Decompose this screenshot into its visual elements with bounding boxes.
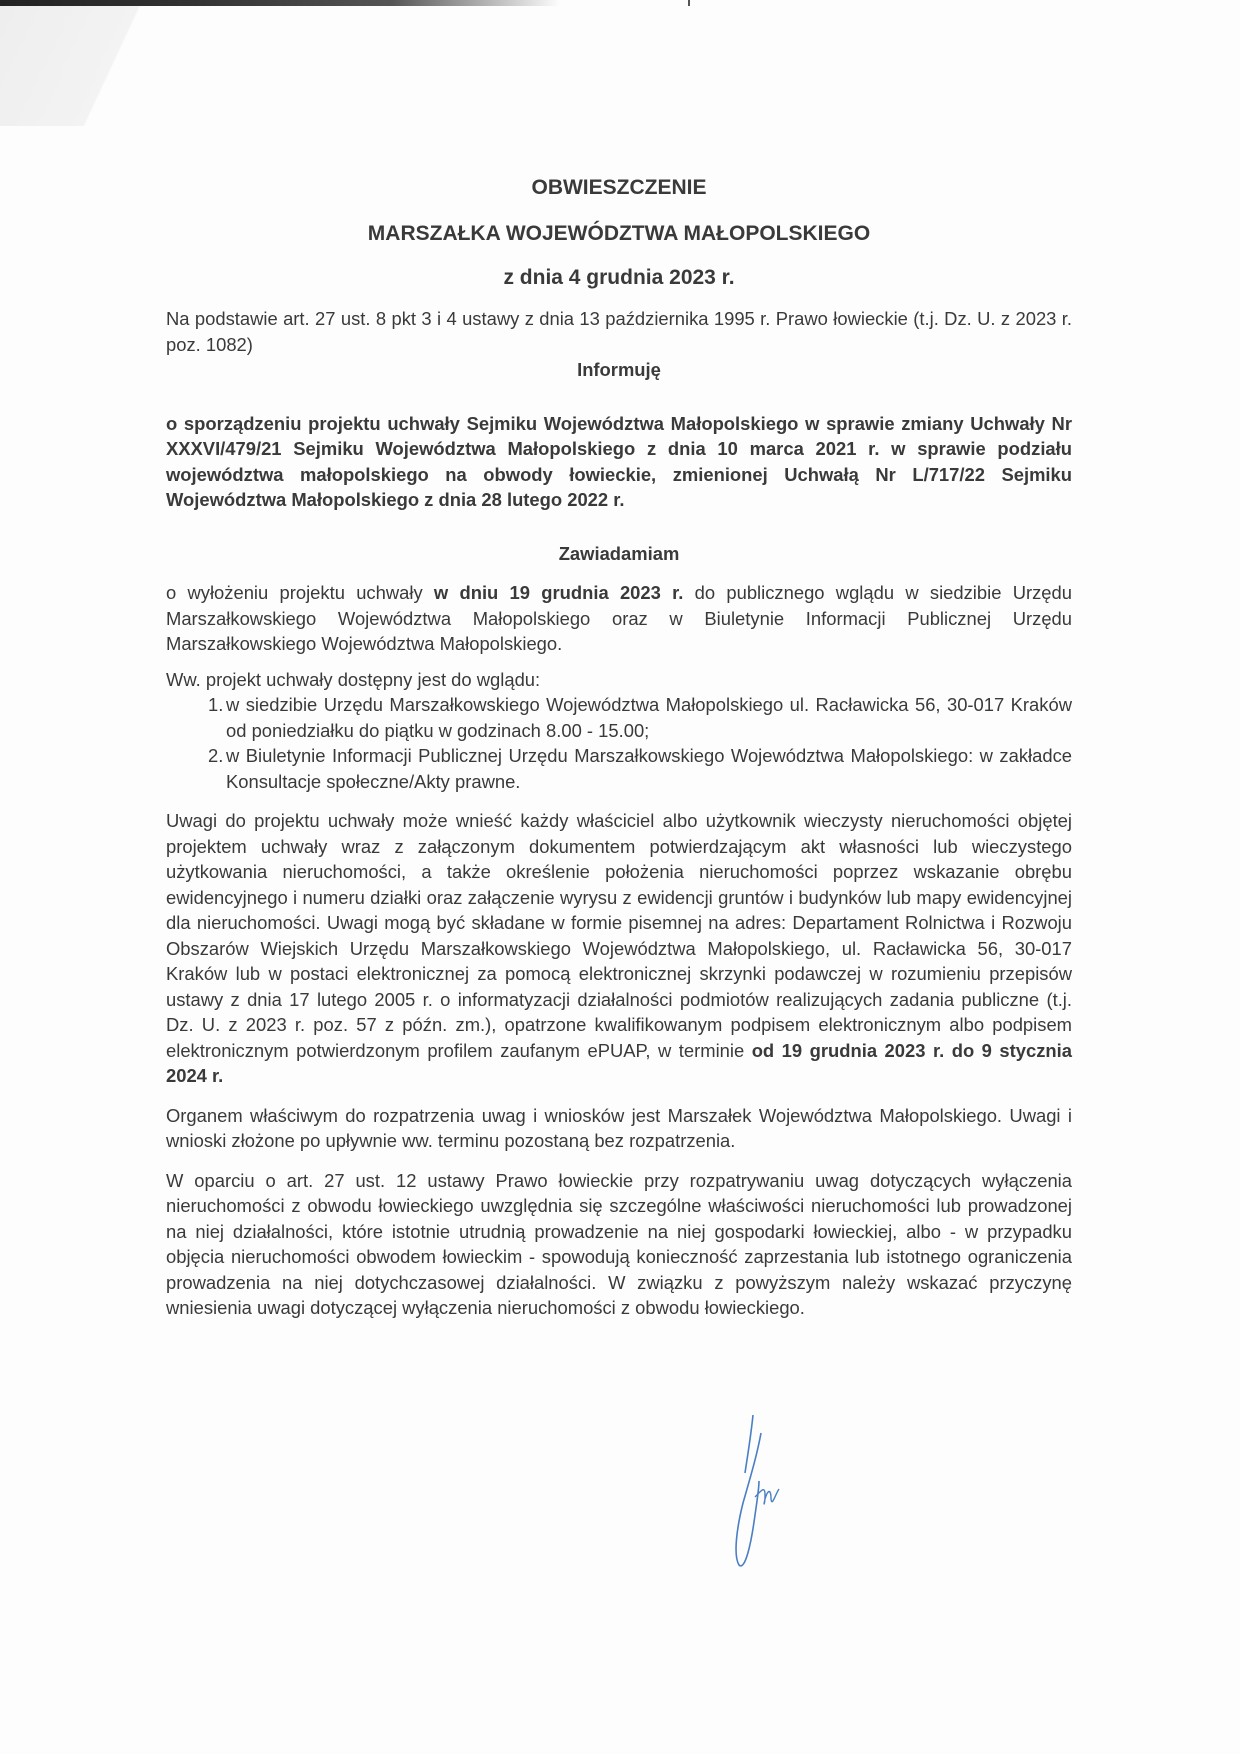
availability-intro: Ww. projekt uchwały dostępny jest do wglądu: xyxy=(166,668,541,690)
inform-text: o sporządzeniu projektu uchwały Sejmiku Województwa Małopolskiego w sprawie zmiany Uchwały Nr XXXVI/479/21 Sejmiku Województwa Małopolskiego z dnia 10 marca 2021 r. w sprawie podziału województwa małopolskiego na obwody łowieckie, zmienionej Uchwałą Nr L/717/22 Sejmiku Województwa Małopolskiego z dnia 28 lutego 2022 r. xyxy=(166,412,1072,510)
availability-list xyxy=(166,692,1072,794)
list-item: 1. w siedzibie Urzędu Marszałkowskiego Województwa Małopolskiego ul. Racławicka 56, 30-017 Kraków od poniedziałku do piątku w godzinach 8.00 - 15.00; xyxy=(208,694,1072,741)
notify-text: o wyłożeniu projektu uchwały w dniu 19 grudnia 2023 r. do publicznego wglądu w siedzibie Urzędu Marszałkowskiego Województwa Małopolskiego oraz w Biuletynie Informacji Publicznej Urzędu Marszałkowskiego Województwa Małopolskiego. xyxy=(166,582,1072,654)
remarks-paragraph: Uwagi do projektu uchwały może wnieść każdy właściciel albo użytkownik wieczysty nieruchomości objętej projektem uchwały wraz z załączonym dokumentem potwierdzającym akt własności lub wieczystego użytkowania nieruchomości, a także określenie położenia nieruchomości poprzez wskazanie obrębu ewidencyjnego i numeru działki oraz załączenie wyrysu z ewidencji gruntów i budynków lub mapy ewidencyjnej dla nieruchomości. Uwagi mogą być składane w formie pisemnej na adres: Departament Rolnictwa i Rozwoju Obszarów Wiejskich Urzędu Marszałkowskiego Województwa Małopolskiego, ul. Racławicka 56, 30-017 Kraków lub w postaci elektronicznej za pomocą elektronicznej skrzynki podawczej w rozumieniu przepisów ustawy z dnia 17 lutego 2005 r. o informatyzacji działalności podmiotów realizujących zadania publiczne (t.j. Dz. U. z 2023 r. poz. 57 z późn. zm.), opatrzone kwalifikowanym podpisem elektronicznym albo podpisem elektronicznym potwierdzonym profilem zaufanym ePUAP, w terminie od 19 grudnia 2023 r. do 9 stycznia 2024 r. xyxy=(166,810,1072,1086)
scan-mark xyxy=(688,0,690,6)
list-item: 2. w Biuletynie Informacji Publicznej Urzędu Marszałkowskiego Województwa Małopolskiego: w zakładce Konsultacje społeczne/Akty prawne. xyxy=(208,745,1072,792)
notify-heading: Zawiadamiam xyxy=(558,542,680,564)
inform-heading: Informuję xyxy=(577,359,661,380)
document-title: OBWIESZCZENIE xyxy=(531,176,707,199)
authority-paragraph: Organem właściwym do rozpatrzenia uwag i wniosków jest Marszałek Województwa Małopolskiego. Uwagi i wnioski złożone po upływnie ww. terminu pozostaną bez rozpatrzenia. xyxy=(166,1104,1072,1151)
exhibition-date: w dniu 19 grudnia 2023 r. xyxy=(433,582,684,603)
closing-paragraph: W oparciu o art. 27 ust. 12 ustawy Prawo łowieckie przy rozpatrywaniu uwag dotyczących wyłączenia nieruchomości z obwodu łowieckiego uwzględnia się szczególne właściwości nieruchomości lub prowadzonej na niej działalności, które istotnie utrudnią prowadzenie na niej gospodarki łowieckiej, albo - w przypadku objęcia nieruchomości obwodem łowieckim - spowodują konieczność zaprzestania lub istotnego ograniczenia prowadzenia na niej dotychczasowej działalności. W związku z powyższym należy wskazać przyczynę wniesienia uwagi dotyczącej wyłączenia nieruchomości z obwodu łowieckiego. xyxy=(166,1169,1072,1318)
document-page xyxy=(166,166,1072,1321)
scan-folded-corner xyxy=(0,6,175,126)
signature-icon xyxy=(735,1415,815,1585)
document-date: z dnia 4 grudnia 2023 r. xyxy=(503,266,735,289)
remarks-deadline: od 19 grudnia 2023 r. do 9 stycznia 2024 r. xyxy=(166,1039,1072,1086)
document-issuer: MARSZAŁKA WOJEWÓDZTWA MAŁOPOLSKIEGO xyxy=(367,222,871,245)
legal-basis: Na podstawie art. 27 ust. 8 pkt 3 i 4 ustawy z dnia 13 października 1995 r. Prawo łowieckie (t.j. Dz. U. z 2023 r. poz. 1082) xyxy=(166,308,1072,355)
